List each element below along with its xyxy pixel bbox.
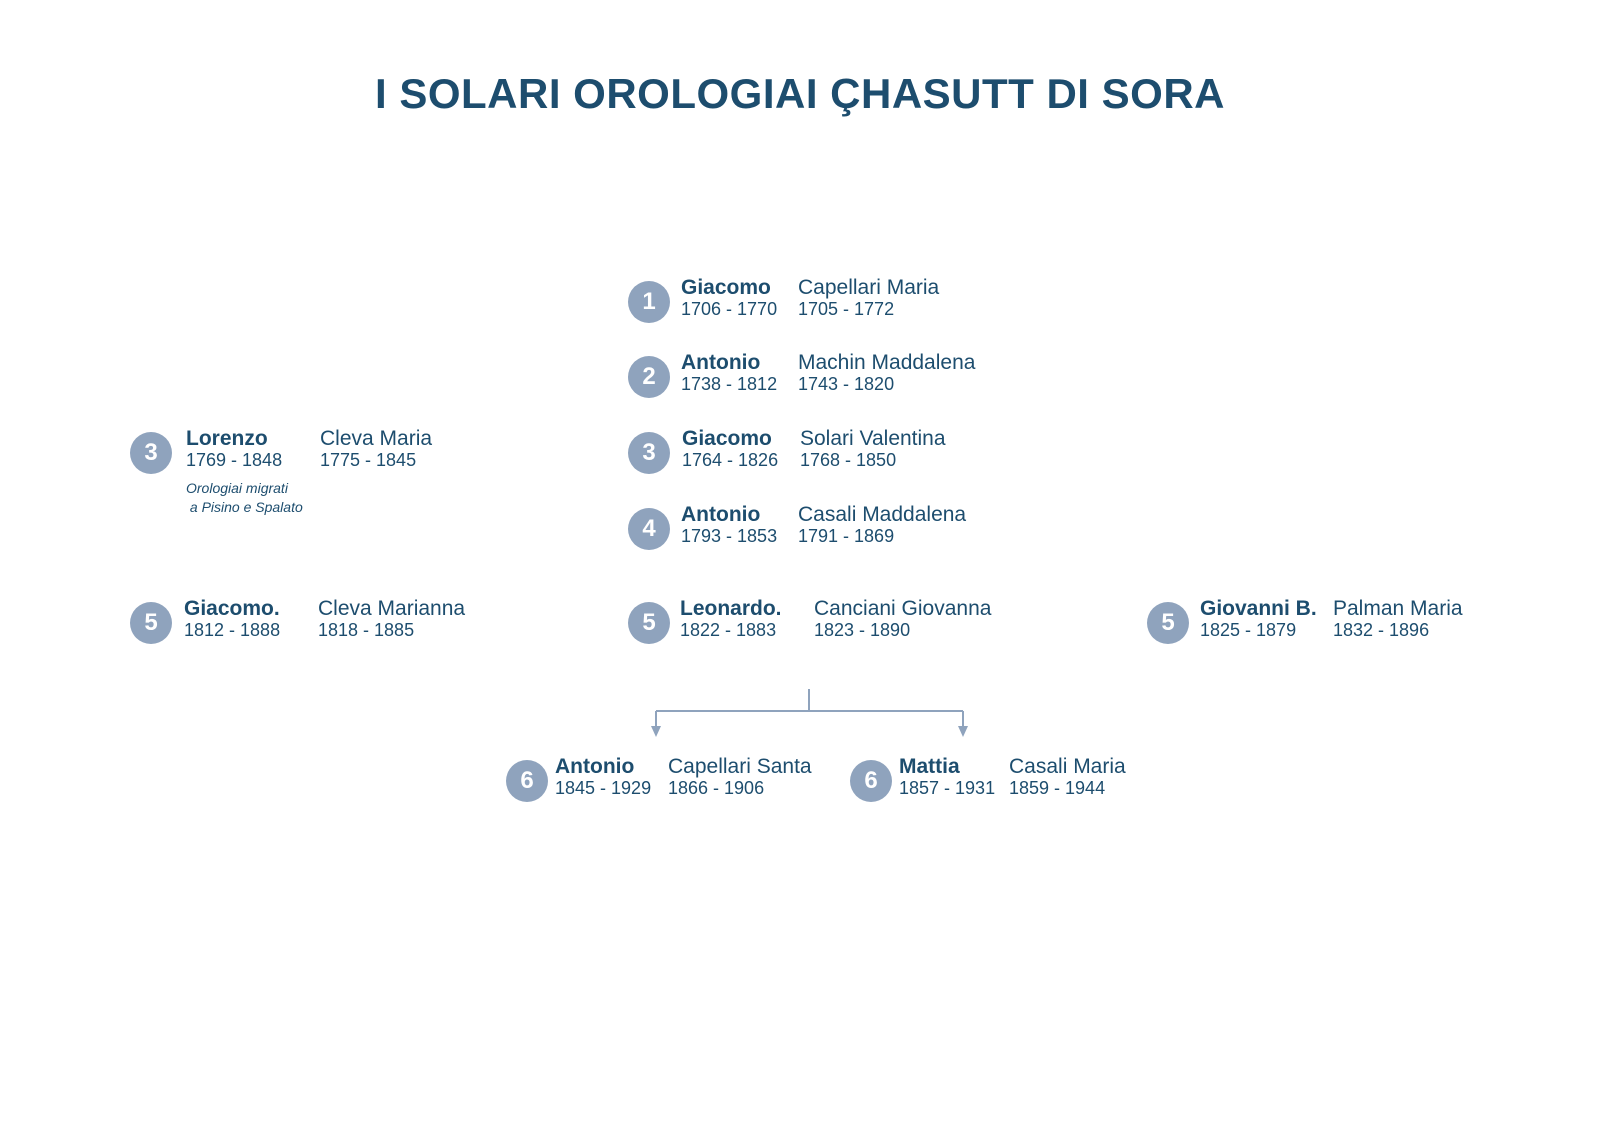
spouse-name: Cleva Maria <box>320 427 433 450</box>
spouse-name: Solari Valentina <box>800 427 946 450</box>
spouse-name: Canciani Giovanna <box>814 597 992 620</box>
father-years: 1769 - 1848 <box>186 450 283 470</box>
spouse-years: 1818 - 1885 <box>318 620 415 640</box>
spouse-name: Casali Maria <box>1009 755 1126 778</box>
generation-badge: 2 <box>628 356 670 398</box>
father-years: 1845 - 1929 <box>555 778 652 798</box>
spouse-years: 1705 - 1772 <box>798 299 895 319</box>
father-name: Antonio <box>681 503 761 526</box>
generation-badge: 3 <box>130 432 172 474</box>
father-name: Antonio <box>555 755 635 778</box>
father-name: Mattia <box>899 755 960 778</box>
arrow-down-icon <box>958 726 968 737</box>
generation-badge: 5 <box>628 602 670 644</box>
spouse-years: 1743 - 1820 <box>798 374 895 394</box>
migration-note: Orologiai migrati a Pisino e Spalato <box>186 480 303 515</box>
father-name: Giacomo. <box>184 597 280 620</box>
generation-badge: 5 <box>1147 602 1189 644</box>
spouse-years: 1768 - 1850 <box>800 450 897 470</box>
father-years: 1764 - 1826 <box>682 450 779 470</box>
father-years: 1793 - 1853 <box>681 526 778 546</box>
spouse-name: Palman Maria <box>1333 597 1463 620</box>
father-years: 1812 - 1888 <box>184 620 281 640</box>
spouse-name: Capellari Maria <box>798 276 940 299</box>
spouse-years: 1823 - 1890 <box>814 620 911 640</box>
spouse-years: 1775 - 1845 <box>320 450 417 470</box>
father-name: Antonio <box>681 351 761 374</box>
spouse-name: Machin Maddalena <box>798 351 976 374</box>
generation-badge: 5 <box>130 602 172 644</box>
spouse-years: 1832 - 1896 <box>1333 620 1430 640</box>
father-years: 1706 - 1770 <box>681 299 778 319</box>
spouse-years: 1859 - 1944 <box>1009 778 1106 798</box>
father-years: 1857 - 1931 <box>899 778 996 798</box>
spouse-name: Casali Maddalena <box>798 503 967 526</box>
generation-badge: 3 <box>628 432 670 474</box>
spouse-years: 1866 - 1906 <box>668 778 765 798</box>
arrow-down-icon <box>651 726 661 737</box>
father-years: 1822 - 1883 <box>680 620 777 640</box>
page-title: I SOLARI OROLOGIAI ÇHASUTT DI SORA <box>374 70 1225 117</box>
generation-badge: 1 <box>628 281 670 323</box>
spouse <box>1009 756 1126 798</box>
father <box>555 756 651 798</box>
father-years: 1738 - 1812 <box>681 374 778 394</box>
spouse-name: Capellari Santa <box>668 755 812 778</box>
father-name: Giacomo <box>681 276 771 299</box>
spouse <box>668 756 812 798</box>
father-name: Giovanni B. <box>1200 597 1317 620</box>
generation-badge: 6 <box>850 760 892 802</box>
generation-badge: 6 <box>506 760 548 802</box>
spouse-years: 1791 - 1869 <box>798 526 895 546</box>
father-years: 1825 - 1879 <box>1200 620 1297 640</box>
father <box>899 756 995 798</box>
spouse-name: Cleva Marianna <box>318 597 466 620</box>
generation-badge: 4 <box>628 508 670 550</box>
father-name: Giacomo <box>682 427 772 450</box>
father-name: Leonardo. <box>680 597 782 620</box>
father-name: Lorenzo <box>186 427 268 450</box>
